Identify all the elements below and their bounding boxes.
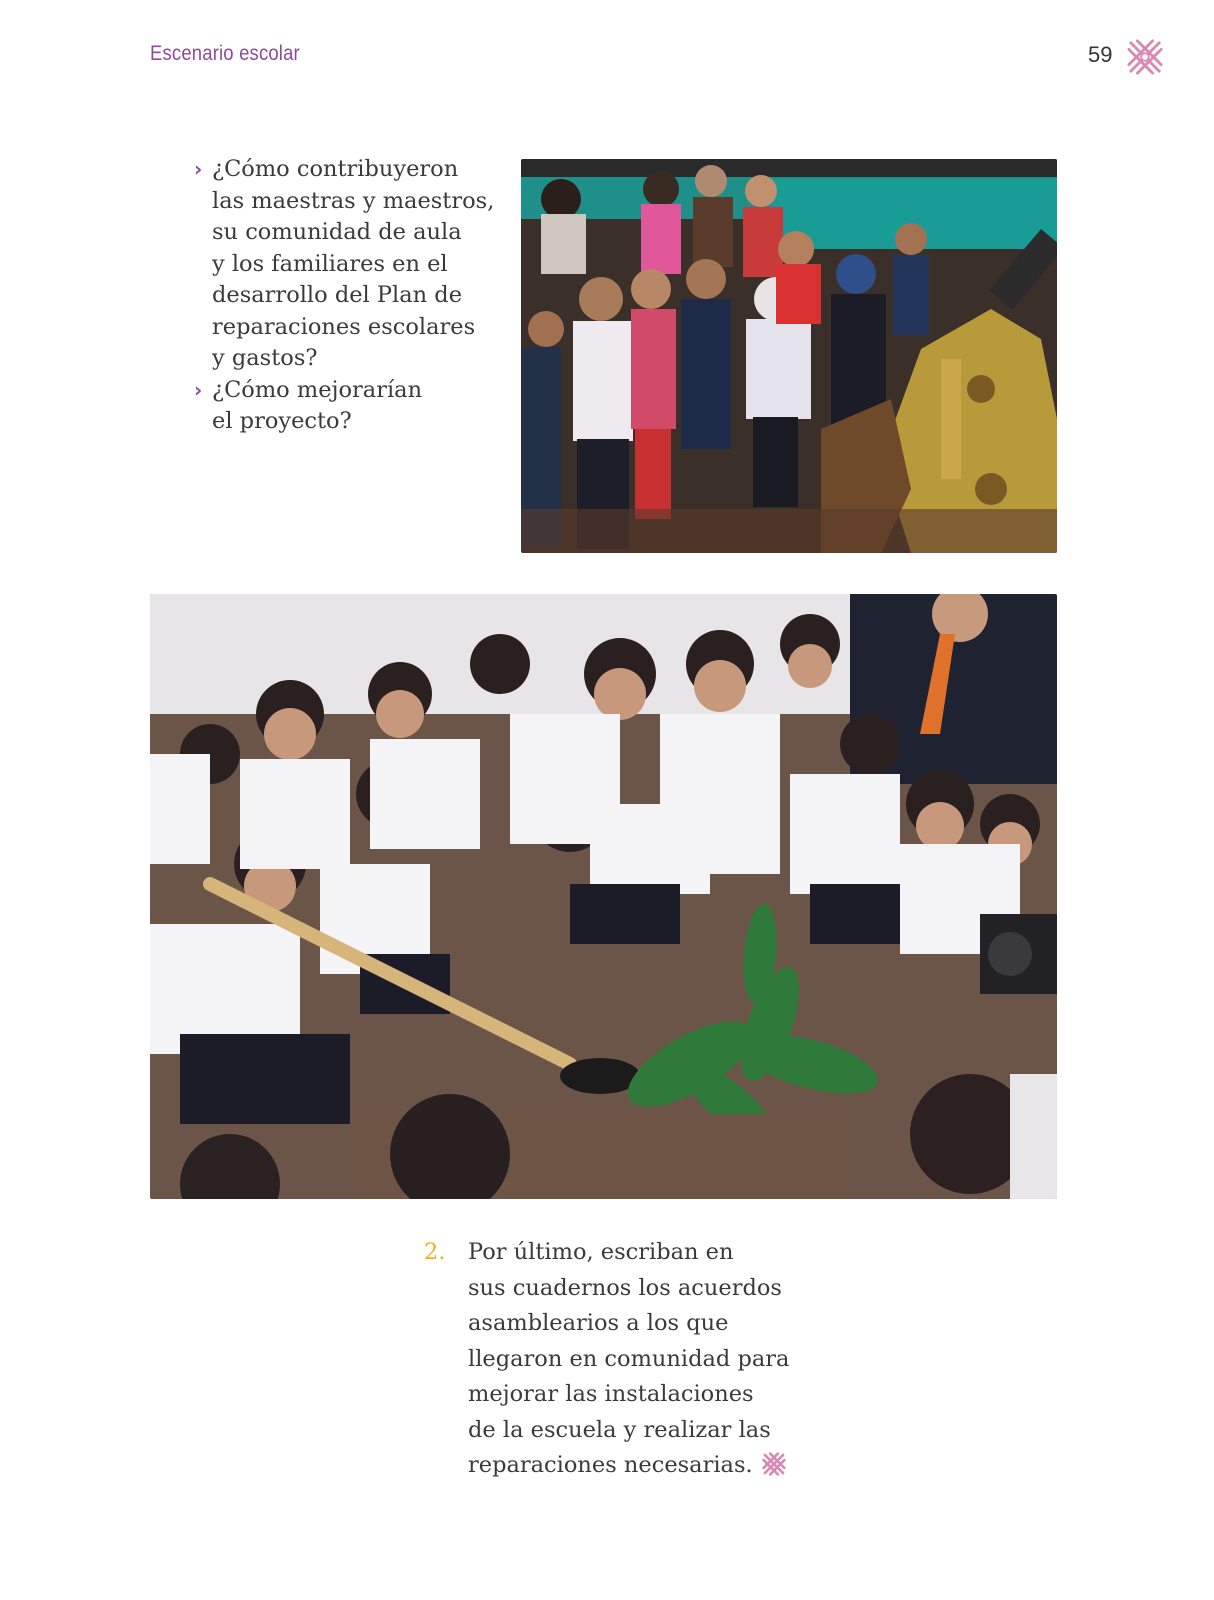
question-line: y los familiares en el: [212, 250, 448, 277]
question-line: las maestras y maestros,: [212, 187, 495, 214]
step-text: [468, 1235, 844, 1484]
step-line: llegaron en comunidad para: [468, 1345, 790, 1372]
question-line: su comunidad de aula: [212, 219, 462, 245]
step-line: mejorar las instalaciones: [468, 1381, 754, 1407]
photo-children-planting-tree: [150, 594, 1057, 1199]
question-line: ¿Cómo mejorarían: [212, 376, 423, 403]
reflection-questions: [194, 154, 504, 438]
woven-cross-ornament-icon: [761, 1451, 787, 1477]
chevron-right-icon: ›: [194, 377, 203, 402]
step-line: asamblearios a los que: [468, 1310, 729, 1336]
question-item: [194, 375, 504, 438]
question-line: desarrollo del Plan de: [212, 282, 463, 308]
chevron-right-icon: ›: [194, 157, 203, 181]
page-number: 59: [1088, 42, 1113, 67]
question-item: [194, 154, 504, 375]
photo-children-excavator: [521, 159, 1057, 553]
step-line: reparaciones necesarias.: [468, 1452, 753, 1478]
section-title: Escenario escolar: [150, 42, 300, 65]
step-line: sus cuadernos los acuerdos: [468, 1274, 782, 1301]
step-line: de la escuela y realizar las: [468, 1416, 771, 1443]
final-step: [424, 1235, 844, 1484]
question-line: y gastos?: [212, 345, 318, 371]
question-line: ¿Cómo contribuyeron: [212, 156, 459, 182]
step-line-last: [468, 1448, 844, 1484]
step-number: 2.: [424, 1239, 446, 1265]
step-line: Por último, escriban en: [468, 1239, 734, 1265]
question-line: reparaciones escolares: [212, 313, 476, 340]
question-line: el proyecto?: [212, 408, 352, 434]
woven-cross-ornament-icon: [1126, 38, 1164, 76]
